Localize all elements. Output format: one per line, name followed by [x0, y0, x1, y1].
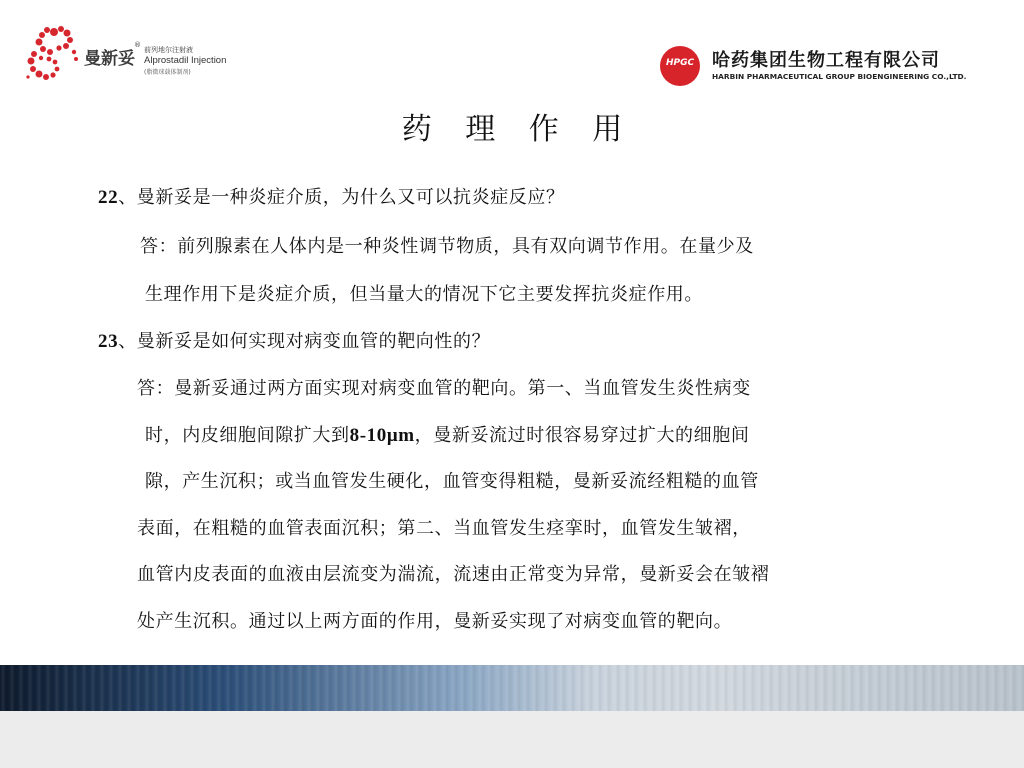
- alprostadil-logo: [26, 24, 256, 88]
- company-name-en: HARBIN PHARMACEUTICAL GROUP BIOENGINEERING CO.,LTD.: [712, 72, 967, 81]
- answer-22-line-2: 生理作用下是炎症介质，但当量大的情况下它主要发挥抗炎症作用。: [145, 284, 703, 305]
- answer-text: 时，内皮细胞间隙扩大到: [145, 425, 350, 446]
- question-number: 22: [98, 187, 119, 208]
- answer-22-line-1: 答：前列腺素在人体内是一种炎性调节物质，具有双向调节作用。在量少及: [140, 236, 754, 257]
- company-logo: [660, 40, 990, 90]
- answer-23-line-6: 处产生沉积。通过以上两方面的作用，曼新妥实现了对病变血管的靶向。: [137, 611, 733, 632]
- product-subtitle-note: (脂微球载体制剂): [144, 69, 191, 76]
- answer-23-line-3: 隙，产生沉积；或当血管发生硬化，血管变得粗糙，曼新妥流经粗糙的血管: [145, 471, 759, 492]
- answer-23-line-5: 血管内皮表面的血液由层流变为湍流，流速由正常变为异常，曼新妥会在皱褶: [137, 564, 770, 585]
- red-dots-logo-icon: [26, 24, 84, 86]
- answer-23-line-1: 答：曼新妥通过两方面实现对病变血管的靶向。第一、当血管发生炎性病变: [137, 378, 751, 399]
- question-text: 、曼新妥是一种炎症介质，为什么又可以抗炎症反应？: [118, 187, 565, 208]
- footer-gradient-band: [0, 665, 1024, 711]
- hpgc-emblem-text: HPGC: [665, 58, 695, 68]
- answer-text: ，曼新妥流过时很容易穿过扩大的细胞间: [414, 425, 750, 446]
- question-23: [98, 330, 490, 354]
- question-number: 23: [98, 331, 119, 352]
- brand-name: 曼新妥: [84, 49, 135, 69]
- answer-23-line-4: 表面，在粗糙的血管表面沉积；第二、当血管发生痉挛时，血管发生皱褶，: [137, 518, 751, 539]
- product-subtitle-en: Alprostadil Injection: [144, 55, 227, 66]
- gap-size-value: 8-10μm: [349, 425, 415, 446]
- product-subtitle-cn: 前列地尔注射液: [144, 46, 193, 54]
- answer-23-line-2: [145, 424, 749, 448]
- registered-mark: ®: [134, 41, 141, 49]
- question-22: [98, 186, 565, 210]
- footer-gray-strip: [0, 711, 1024, 768]
- slide-title: 药 理 作 用: [401, 112, 635, 147]
- company-name-cn: 哈药集团生物工程有限公司: [712, 50, 940, 71]
- question-text: 、曼新妥是如何实现对病变血管的靶向性的？: [118, 331, 491, 352]
